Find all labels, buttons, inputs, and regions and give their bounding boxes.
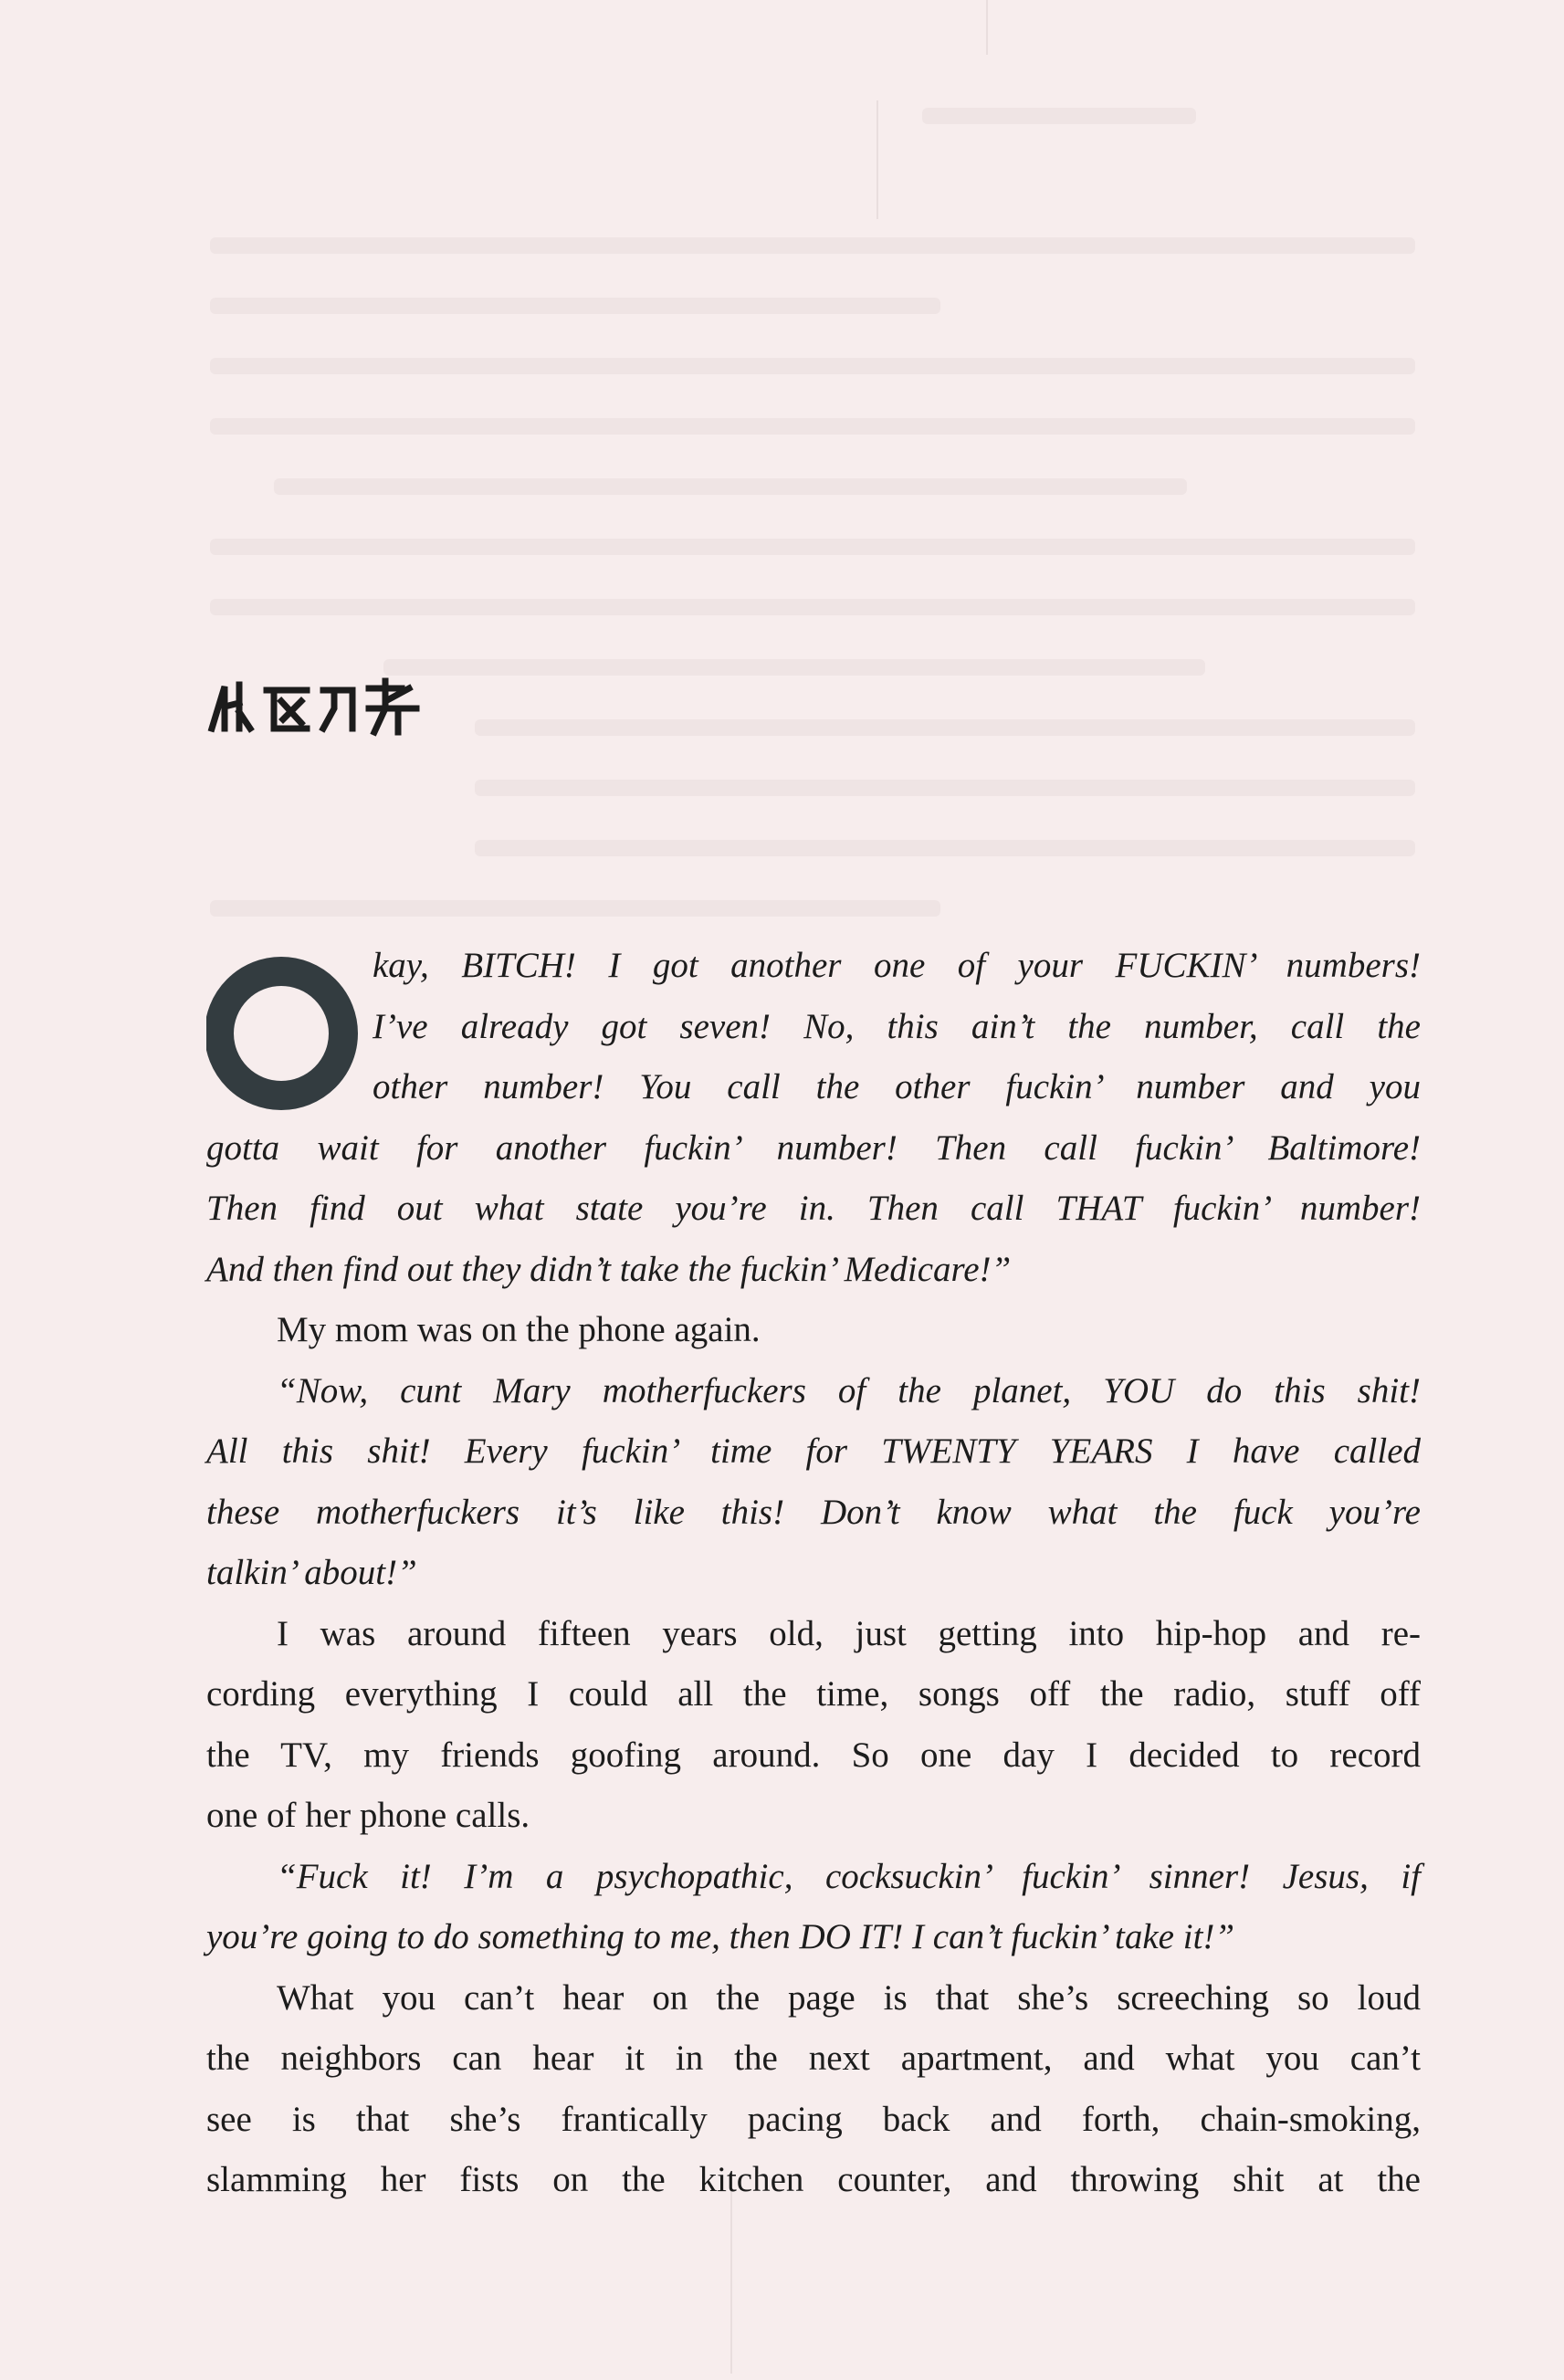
crease-line (730, 2182, 732, 2374)
chapter-number (206, 676, 425, 739)
text-line: kay, BITCH! I got another one of your FUCKIN’ numbers! (373, 946, 1421, 985)
text-line: the neighbors can hear it in the next apartment, and what you can’t (206, 2039, 1421, 2078)
text-line: Then find out what state you’re in. Then call THAT fuckin’ number! (206, 1189, 1421, 1228)
text-line: What you can’t hear on the page is that she’s screeching so loud (277, 1977, 1421, 2018)
chapter-number-glyph (206, 676, 425, 739)
bleed-through (922, 108, 1196, 124)
opening-paragraph (206, 936, 1421, 1300)
text-line: talkin’ about!” (206, 1553, 417, 1592)
bleed-through (210, 539, 1415, 555)
bleed-through (475, 840, 1415, 856)
text-line: you’re going to do something to me, then DO IT! I can’t fuckin’ take it!” (206, 1917, 1235, 1956)
text-line: slamming her fists on the kitchen counter, and throwing shit at the (206, 2160, 1421, 2199)
crease-line (876, 100, 878, 219)
bleed-through (210, 237, 1415, 254)
text-line: I was around fifteen years old, just getting into hip-hop and re- (277, 1613, 1421, 1653)
bleed-through (475, 719, 1415, 736)
text-line: And then find out they didn’t take the fuckin’ Medicare!” (206, 1249, 1012, 1289)
text-line: All this shit! Every fuckin’ time for TWENTY YEARS I have called (206, 1431, 1421, 1471)
text-line: cording everything I could all the time, songs off the radio, stuff off (206, 1674, 1421, 1714)
bleed-through (210, 358, 1415, 374)
bleed-through (210, 418, 1415, 435)
bleed-through (210, 298, 940, 314)
text-line: “Fuck it! I’m a psychopathic, cocksuckin’ fuckin’ sinner! Jesus, if (277, 1856, 1421, 1896)
bleed-through (210, 900, 940, 917)
text-line: see is that she’s frantically pacing back and forth, chain-smoking, (206, 2099, 1421, 2139)
text-line: other number! You call the other fuckin’ number and you (373, 1067, 1421, 1106)
text-line: My mom was on the phone again. (277, 1310, 761, 1349)
text-line: one of her phone calls. (206, 1796, 530, 1835)
text-line: gotta wait for another fuckin’ number! Then call fuckin’ Baltimore! (206, 1127, 1421, 1168)
text-line: “Now, cunt Mary motherfuckers of the planet, YOU do this shit! (277, 1370, 1421, 1410)
bleed-through (274, 478, 1187, 495)
crease-line (986, 0, 988, 55)
text-line: these motherfuckers it’s like this! Don’t know what the fuck you’re (206, 1492, 1421, 1532)
text-line: I’ve already got seven! No, this ain’t the number, call the (373, 1006, 1421, 1046)
body-text (206, 1300, 1421, 2211)
text-line: the TV, my friends goofing around. So one day I decided to record (206, 1735, 1421, 1775)
bleed-through (383, 659, 1205, 676)
bleed-through (210, 599, 1415, 615)
bleed-through (475, 780, 1415, 796)
